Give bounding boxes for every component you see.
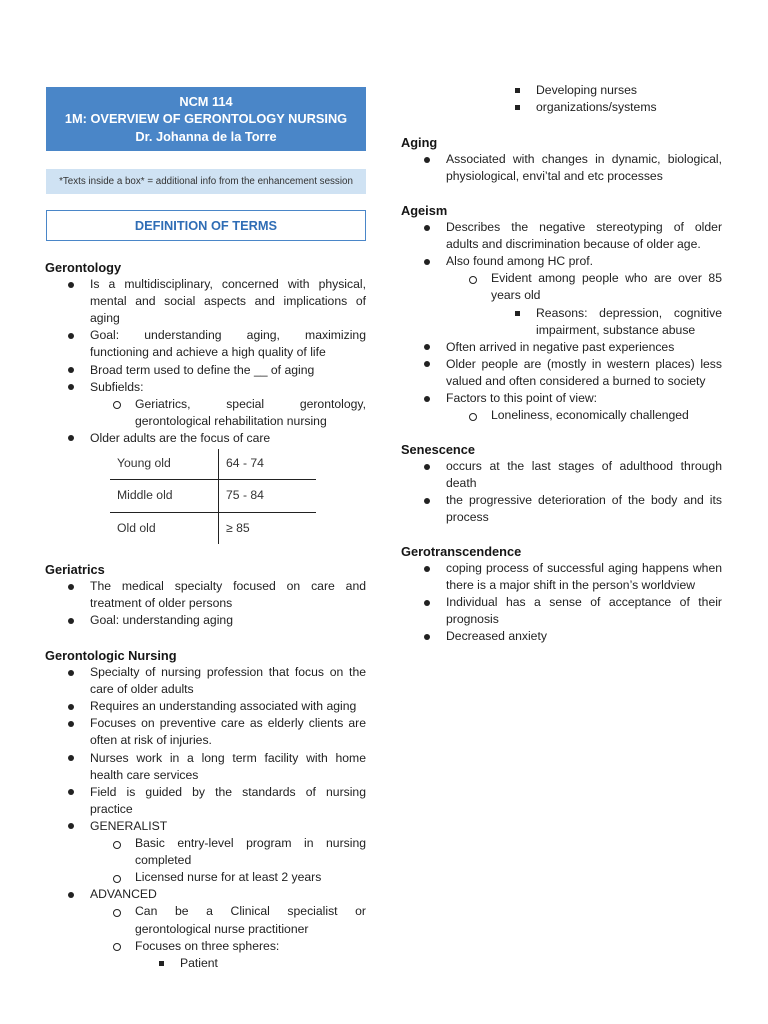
age-group-label: Middle old	[110, 480, 219, 512]
term-heading: Gerontology	[45, 260, 122, 275]
gerotranscendence-section	[401, 543, 722, 646]
text-line: Subfields:	[90, 379, 144, 394]
list-item	[90, 750, 366, 784]
age-range: 75 - 84	[226, 488, 264, 503]
list-item	[446, 628, 722, 645]
list-item	[90, 578, 366, 612]
course-code: NCM 114	[179, 93, 233, 109]
list-item	[90, 818, 366, 886]
table-row	[110, 480, 316, 513]
item-text	[90, 327, 366, 361]
text-line: Field is guided by the standards of nursing	[90, 784, 366, 799]
text-line: Broad term used to define the __ of aging	[90, 362, 315, 377]
list-item	[90, 698, 366, 715]
list-item	[446, 492, 722, 526]
sub-list-item	[135, 835, 366, 869]
text-line: mental and social aspects and implications of	[90, 294, 366, 309]
text-line: completed	[135, 853, 192, 868]
item-text	[90, 276, 366, 327]
item-text	[446, 219, 722, 253]
item-text	[446, 390, 722, 407]
sub-list-item	[135, 869, 366, 886]
item-text	[90, 698, 366, 715]
item-text	[90, 784, 366, 818]
text-line: Also found among HC prof.	[446, 254, 594, 269]
gerontology-section	[45, 259, 366, 447]
text-line: Nurses work in a long term facility with home	[90, 750, 366, 765]
sub-bullet-list	[90, 396, 366, 430]
text-line: Geriatrics, special gerontology,	[135, 396, 366, 411]
text-line: prognosis	[446, 612, 499, 627]
list-item	[90, 276, 366, 327]
list-item	[90, 664, 366, 698]
item-text	[135, 938, 366, 955]
item-text	[90, 715, 366, 749]
age-range: 64 - 74	[226, 456, 264, 471]
sub-bullet-list	[446, 270, 722, 338]
list-item	[446, 458, 722, 492]
item-text	[90, 612, 366, 629]
text-line: Focuses on three spheres:	[135, 938, 280, 953]
aging-section	[401, 134, 722, 185]
item-text	[446, 492, 722, 526]
text-line: practice	[90, 801, 133, 816]
item-text	[90, 362, 366, 379]
text-line: treatment of older persons	[90, 596, 233, 611]
sub-list-item	[491, 407, 722, 424]
text-line: Associated with changes in dynamic, biological,	[446, 152, 722, 167]
item-text	[135, 396, 366, 430]
term-heading: Aging	[401, 135, 438, 150]
text-line: ADVANCED	[90, 887, 157, 902]
text-line: impairment, substance abuse	[536, 322, 696, 337]
sub-list-item	[491, 270, 722, 338]
item-text	[446, 356, 722, 390]
text-line: valued and often considered a burned to society	[446, 373, 706, 388]
bullet-list	[401, 458, 722, 526]
list-item	[90, 715, 366, 749]
list-item	[90, 784, 366, 818]
item-text	[536, 305, 722, 339]
list-item	[446, 151, 722, 185]
text-line: GENERALIST	[90, 818, 168, 833]
text-line: Reasons: depression, cognitive	[536, 305, 722, 320]
text-line: aging	[90, 311, 120, 326]
item-text	[446, 628, 722, 645]
text-line: Factors to this point of view:	[446, 391, 598, 406]
text-line: Goal: understanding aging	[90, 613, 233, 628]
text-line: the progressive deterioration of the body and its	[446, 493, 722, 508]
geriatrics-section	[45, 561, 366, 629]
item-text	[135, 869, 366, 886]
item-text	[180, 955, 366, 972]
text-line: Older people are (mostly in western places) less	[446, 356, 722, 371]
text-line: Goal: understanding aging, maximizing	[90, 328, 366, 343]
text-line: Can be a Clinical specialist or	[135, 904, 366, 919]
item-text	[90, 664, 366, 698]
text-line: Basic entry-level program in nursing	[135, 836, 366, 851]
enhancement-note: *Texts inside a box* = additional info from the enhancement session	[46, 169, 366, 194]
item-text	[90, 818, 366, 835]
sub-bullet-list	[90, 903, 366, 971]
bullet-list	[401, 219, 722, 424]
sub-list-item	[135, 396, 366, 430]
sub-sub-list-item	[536, 82, 722, 99]
table-row	[110, 449, 316, 480]
list-item	[90, 379, 366, 430]
item-text	[446, 458, 722, 492]
item-text	[90, 750, 366, 784]
text-line: Is a multidisciplinary, concerned with physical,	[90, 277, 366, 292]
text-line: Requires an understanding associated with aging	[90, 699, 357, 714]
list-item	[446, 356, 722, 390]
item-text	[135, 903, 366, 937]
sub-bullet-list	[90, 835, 366, 886]
item-text	[446, 339, 722, 356]
term-heading: Senescence	[401, 442, 475, 457]
list-item	[446, 219, 722, 253]
text-line: Licensed nurse for at least 2 years	[135, 870, 322, 885]
senescence-section	[401, 441, 722, 526]
text-line: health care services	[90, 767, 199, 782]
text-line: death	[446, 476, 477, 491]
sub-sub-bullet-list	[491, 305, 722, 339]
text-line: Specialty of nursing profession that focus on the	[90, 665, 366, 680]
item-text	[90, 886, 366, 903]
bullet-list	[45, 578, 366, 629]
age-group-label: Old old	[110, 513, 219, 544]
text-line: there is a major shift in the person’s worldview	[446, 578, 696, 593]
list-item	[446, 594, 722, 628]
item-text	[491, 407, 722, 424]
text-line: adults and discrimination because of older age.	[446, 237, 701, 252]
instructor-name: Dr. Johanna de la Torre	[135, 128, 277, 144]
sub-bullet-list	[446, 407, 722, 424]
text-line: Focuses on preventive care as elderly clients are	[90, 716, 366, 731]
age-range: ≥ 85	[226, 520, 250, 535]
item-text	[90, 578, 366, 612]
item-text	[135, 835, 366, 869]
sub-sub-bullet-list	[135, 955, 366, 972]
item-text	[446, 151, 722, 185]
item-text	[536, 82, 722, 99]
spheres-continued	[401, 82, 722, 116]
text-line: Patient	[180, 955, 218, 970]
bullet-list	[401, 560, 722, 645]
sub-list-item	[135, 903, 366, 937]
list-item	[90, 612, 366, 629]
term-heading: Gerontologic Nursing	[45, 648, 177, 663]
text-line: often at risk of injuries.	[90, 733, 212, 748]
list-item	[446, 253, 722, 338]
age-group-table	[110, 449, 316, 544]
item-text	[446, 253, 722, 270]
text-line: years old	[491, 288, 541, 303]
gerontologic-nursing-section	[45, 647, 366, 972]
ageism-section	[401, 202, 722, 424]
text-line: Loneliness, economically challenged	[491, 408, 689, 423]
module-title: 1M: OVERVIEW OF GERONTOLOGY NURSING	[64, 111, 348, 127]
text-line: Individual has a sense of acceptance of their	[446, 595, 722, 610]
text-line: Often arrived in negative past experiences	[446, 339, 675, 354]
list-item	[446, 390, 722, 424]
text-line: Older adults are the focus of care	[90, 430, 271, 445]
item-text	[536, 99, 722, 116]
list-item	[446, 339, 722, 356]
text-line: functioning and achieve a high quality of life	[90, 345, 326, 360]
item-text	[90, 379, 366, 396]
sub-sub-list-item	[536, 99, 722, 116]
text-line: physiological, envi’tal and etc processes	[446, 169, 663, 184]
item-text	[491, 270, 722, 304]
sub-sub-list-item	[180, 955, 366, 972]
text-line: coping process of successful aging happens when	[446, 561, 722, 576]
list-item	[446, 560, 722, 594]
bullet-list	[45, 664, 366, 972]
bullet-list	[401, 151, 722, 185]
item-text	[90, 430, 366, 447]
section-title: DEFINITION OF TERMS	[134, 218, 278, 233]
text-line: gerontological rehabilitation nursing	[135, 413, 327, 428]
sub-sub-list-item	[536, 305, 722, 339]
list-item	[90, 327, 366, 361]
bullet-list	[45, 276, 366, 447]
title-banner	[46, 87, 366, 151]
text-line: The medical specialty focused on care and	[90, 579, 366, 594]
age-group-label: Young old	[110, 449, 219, 479]
term-heading: Geriatrics	[45, 562, 105, 577]
list-item	[90, 362, 366, 379]
text-line: Developing nurses	[536, 83, 637, 97]
text-line: Evident among people who are over 85	[491, 271, 722, 286]
list-item	[90, 430, 366, 447]
text-line: care of older adults	[90, 682, 194, 697]
item-text	[446, 560, 722, 594]
term-heading: Ageism	[401, 203, 448, 218]
text-line: Decreased anxiety	[446, 629, 547, 644]
sub-sub-bullet-list	[401, 82, 722, 116]
text-line: organizations/systems	[536, 100, 657, 115]
list-item	[90, 886, 366, 971]
term-heading: Gerotranscendence	[401, 544, 522, 559]
text-line: process	[446, 510, 489, 525]
item-text	[446, 594, 722, 628]
text-line: Describes the negative stereotyping of older	[446, 220, 722, 235]
text-line: occurs at the last stages of adulthood through	[446, 459, 722, 474]
table-row	[110, 513, 316, 544]
sub-list-item	[135, 938, 366, 972]
section-title-box	[46, 210, 366, 241]
text-line: gerontological nurse practitioner	[135, 921, 309, 936]
